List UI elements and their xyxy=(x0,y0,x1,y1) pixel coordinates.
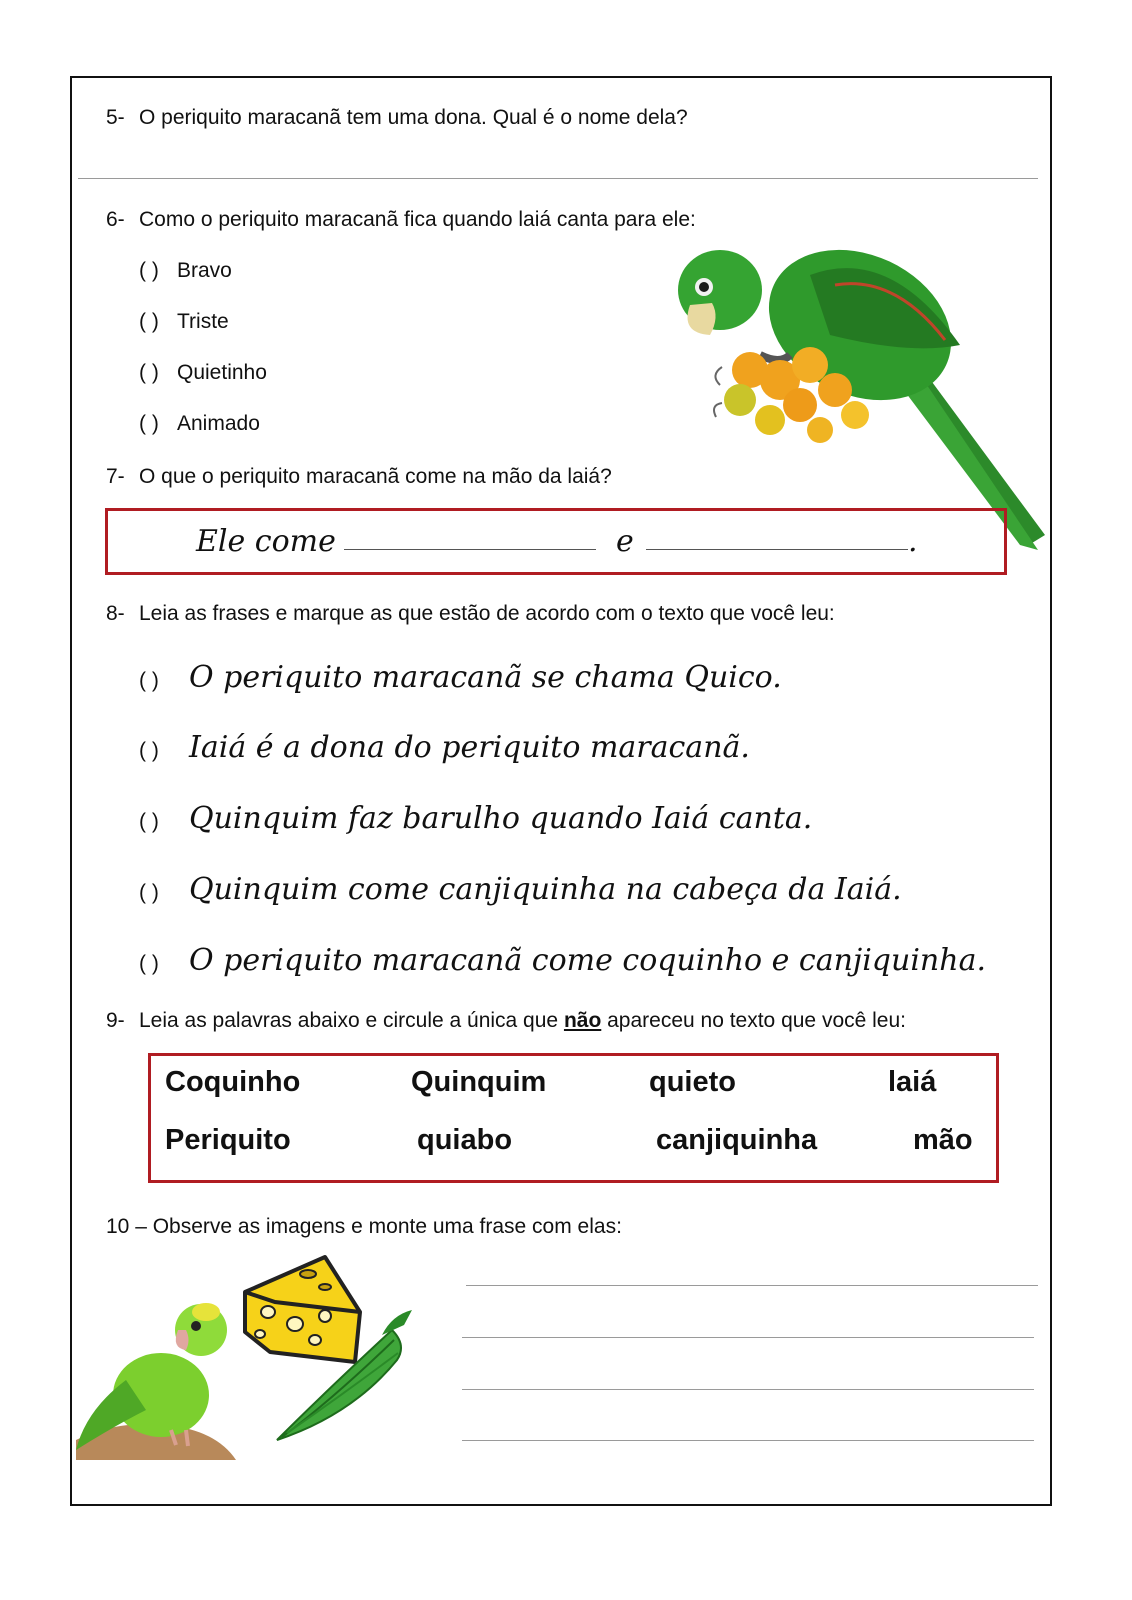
question-10-answer-line-1[interactable] xyxy=(466,1285,1038,1286)
statement-text: Quinquim faz barulho quando Iaiá canta. xyxy=(189,801,813,836)
statement-text: Quinquim come canjiquinha na cabeça da Iaiá. xyxy=(189,872,902,907)
question-9-number: 9- xyxy=(106,1009,125,1032)
checkbox-parentheses[interactable]: ( ) xyxy=(139,810,159,833)
answer-blank-1[interactable] xyxy=(344,549,596,550)
question-9 xyxy=(106,1008,906,1034)
question-6-text: Como o periquito maracanã fica quando laiá canta para ele: xyxy=(139,208,696,231)
question-5-text: O periquito maracanã tem uma dona. Qual é o nome dela? xyxy=(139,106,688,129)
question-6 xyxy=(106,207,696,233)
question-7-text: O que o periquito maracanã come na mão da laiá? xyxy=(139,465,612,488)
option-quietinho[interactable] xyxy=(139,361,267,385)
word-option[interactable]: Coquinho xyxy=(165,1066,301,1098)
answer-blank-2[interactable] xyxy=(646,549,908,550)
statement-4[interactable] xyxy=(139,872,902,907)
option-animado[interactable] xyxy=(139,412,260,436)
question-5-answer-line[interactable] xyxy=(78,178,1038,179)
question-9-text-before: Leia as palavras abaixo e circule a única que xyxy=(139,1009,564,1032)
word-option[interactable]: laiá xyxy=(888,1066,937,1098)
checkbox-parentheses[interactable]: ( ) xyxy=(139,952,159,975)
statement-2[interactable] xyxy=(139,730,750,765)
checkbox-parentheses[interactable]: ( ) xyxy=(139,259,159,282)
question-10-text: 10 – Observe as imagens e monte uma frase com elas: xyxy=(106,1215,622,1238)
option-bravo[interactable] xyxy=(139,259,232,283)
option-label: Quietinho xyxy=(177,361,267,384)
statement-1[interactable] xyxy=(139,660,782,695)
question-10-answer-line-2[interactable] xyxy=(462,1337,1034,1338)
checkbox-parentheses[interactable]: ( ) xyxy=(139,310,159,333)
word-option[interactable]: quieto xyxy=(649,1066,736,1098)
question-9-text-after: apareceu no texto que você leu: xyxy=(601,1009,906,1032)
checkbox-parentheses[interactable]: ( ) xyxy=(139,881,159,904)
word-option[interactable]: canjiquinha xyxy=(656,1124,818,1156)
statement-text: O periquito maracanã se chama Quico. xyxy=(189,660,782,695)
question-5-number: 5- xyxy=(106,106,125,129)
answer-prefix: Ele come xyxy=(196,524,336,559)
statement-5[interactable] xyxy=(139,943,986,978)
question-8 xyxy=(106,601,835,627)
question-10-answer-line-3[interactable] xyxy=(462,1389,1034,1390)
question-9-emphasis: não xyxy=(563,1009,602,1032)
question-7-number: 7- xyxy=(106,465,125,488)
checkbox-parentheses[interactable]: ( ) xyxy=(139,739,159,762)
answer-box-q7 xyxy=(105,508,1007,575)
question-8-number: 8- xyxy=(106,602,125,625)
question-8-text: Leia as frases e marque as que estão de acordo com o texto que você leu: xyxy=(139,602,835,625)
question-7 xyxy=(106,464,612,490)
question-10-answer-line-4[interactable] xyxy=(462,1440,1034,1441)
word-option[interactable]: Quinquim xyxy=(411,1066,547,1098)
green-parakeet-photo xyxy=(76,1300,236,1460)
checkbox-parentheses[interactable]: ( ) xyxy=(139,412,159,435)
word-option[interactable]: mão xyxy=(913,1124,973,1156)
statement-text: O periquito maracanã come coquinho e canjiquinha. xyxy=(189,943,986,978)
word-box-q9 xyxy=(148,1053,999,1183)
statement-text: Iaiá é a dona do periquito maracanã. xyxy=(189,730,750,765)
checkbox-parentheses[interactable]: ( ) xyxy=(139,361,159,384)
option-label: Bravo xyxy=(177,259,232,282)
option-label: Animado xyxy=(177,412,260,435)
question-6-number: 6- xyxy=(106,208,125,231)
option-triste[interactable] xyxy=(139,310,229,334)
word-option[interactable]: quiabo xyxy=(417,1124,513,1156)
checkbox-parentheses[interactable]: ( ) xyxy=(139,669,159,692)
statement-3[interactable] xyxy=(139,801,812,836)
question-5 xyxy=(106,105,688,131)
answer-connector: e xyxy=(616,524,634,559)
option-label: Triste xyxy=(177,310,229,333)
okra-icon xyxy=(272,1305,422,1445)
word-option[interactable]: Periquito xyxy=(165,1124,291,1156)
question-10 xyxy=(106,1214,622,1240)
answer-period: . xyxy=(908,524,918,559)
